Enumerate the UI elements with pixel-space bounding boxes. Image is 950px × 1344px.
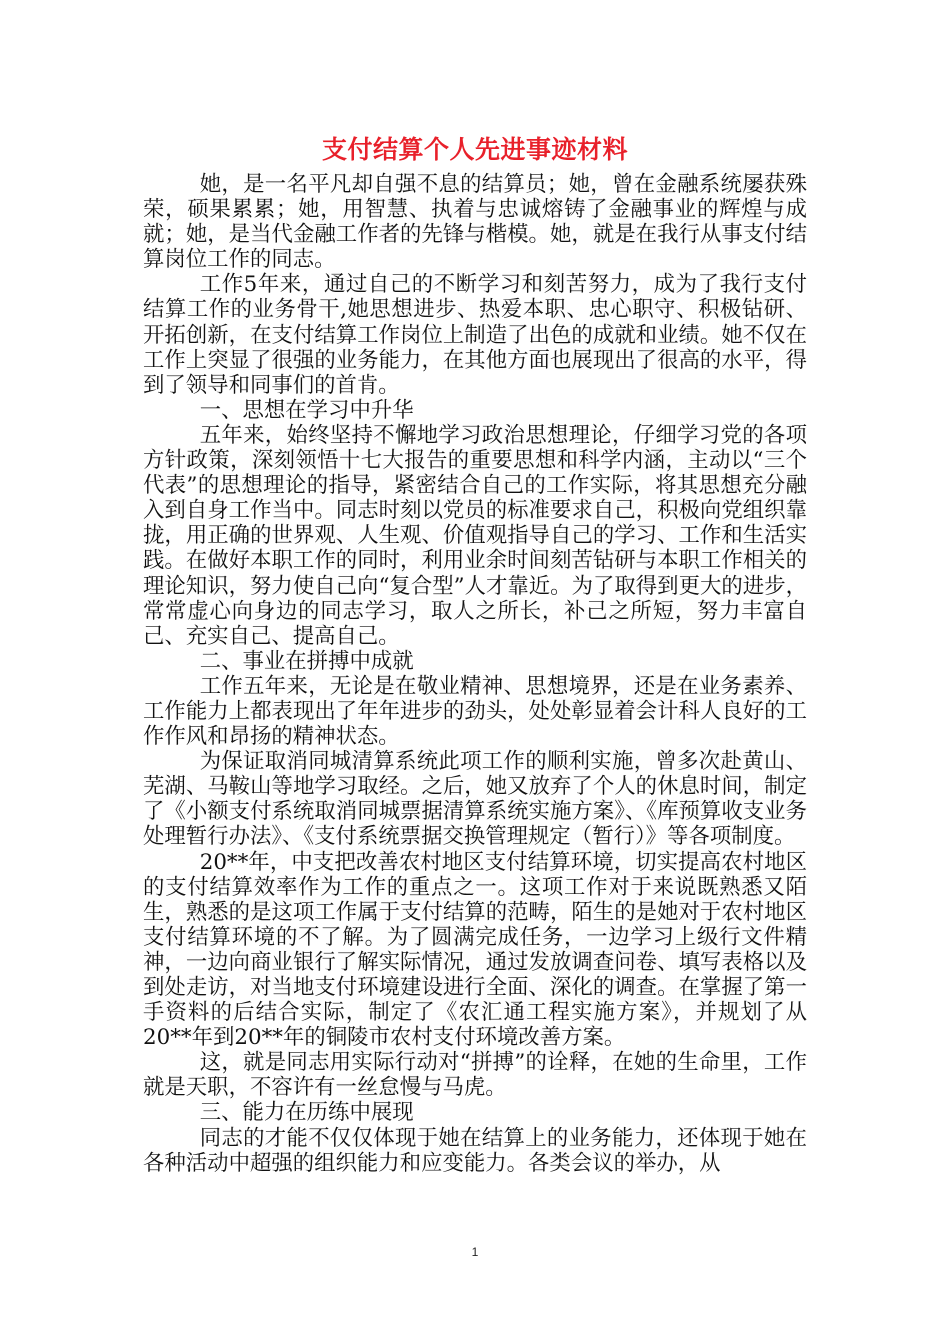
paragraph-clearing-system: 为保证取消同城清算系统此项工作的顺利实施，曾多次赴黄山、芜湖、马鞍山等地学习取经。之后，她又放弃了个人的休息时间，制定了《小额支付系统取消同城票据清算系统实施方案》、《库预算收支业务处理暂行办法》、《支付系统票据交换管理规定（暂行）》等各项制度。 (143, 749, 807, 850)
paragraph-rural-payment: 20**年，中支把改善农村地区支付结算环境，切实提高农村地区的支付结算效率作为工作的重点之一。这项工作对于来说既熟悉又陌生，熟悉的是这项工作属于支付结算的范畴，陌生的是她对于农村地区支付结算环境的不了解。为了圆满完成任务，一边学习上级行文件精神，一边向商业银行了解实际情况，通过发放调查问卷、填写表格以及到处走访，对当地支付环境建设进行全面、深化的调查。在掌握了第一手资料的后结合实际，制定了《农汇通工程实施方案》，并规划了从20**年到20**年的铜陵市农村支付环境改善方案。 (143, 849, 807, 1051)
page-number: 1 (471, 1245, 479, 1259)
paragraph-intro: 她，是一名平凡却自强不息的结算员；她，曾在金融系统屡获殊荣，硕果累累；她，用智慧、执着与忠诚熔铸了金融事业的辉煌与成就；她，是当代金融工作者的先锋与楷模。她，就是在我行从事支付结算岗位工作的同志。 (143, 172, 807, 273)
paragraph-ability: 同志的才能不仅仅体现于她在结算上的业务能力，还体现于她在各种活动中超强的组织能力和应变能力。各类会议的举办，从 (143, 1125, 807, 1176)
section-heading-3: 三、能力在历练中展现 (199, 1100, 414, 1126)
paragraph-five-years: 工作5年来，通过自己的不断学习和刻苦努力，成为了我行支付结算工作的业务骨干,她思想进步、热爱本职、忠心职守、积极钻研、开拓创新，在支付结算工作岗位上制造了出色的成就和业绩。她不仅在工作上突显了很强的业务能力，在其他方面也展现出了很高的水平，得到了领导和同事们的首肯。 (143, 272, 807, 398)
document-title: 支付结算个人先进事迹材料 (321, 135, 628, 164)
paragraph-study: 五年来，始终坚持不懈地学习政治思想理论，仔细学习党的各项方针政策，深刻领悟十七大报告的重要思想和科学内涵，主动以“三个代表”的思想理论的指导，紧密结合自己的工作实际，将其思想充分融入到自身工作当中。同志时刻以党员的标准要求自己，积极向党组织靠拢，用正确的世界观、人生观、价值观指导自己的学习、工作和生活实践。在做好本职工作的同时，利用业余时间刻苦钻研与本职工作相关的理论知识，努力使自己向“复合型”人才靠近。为了取得到更大的进步，常常虚心向身边的同志学习，取人之所长，补己之所短，努力丰富自己、充实自己、提高自己。 (143, 422, 807, 649)
section-heading-1: 一、思想在学习中升华 (199, 397, 414, 423)
paragraph-career: 工作五年来，无论是在敬业精神、思想境界，还是在业务素养、工作能力上都表现出了年年进步的劲头，处处彰显着会计科人良好的工作作风和昂扬的精神状态。 (143, 673, 807, 750)
document-body (143, 172, 807, 1176)
section-heading-2: 二、事业在拼搏中成就 (199, 648, 414, 674)
paragraph-dedication: 这，就是同志用实际行动对“拼搏”的诠释，在她的生命里，工作就是天职，不容许有一丝怠慢与马虎。 (143, 1050, 807, 1101)
